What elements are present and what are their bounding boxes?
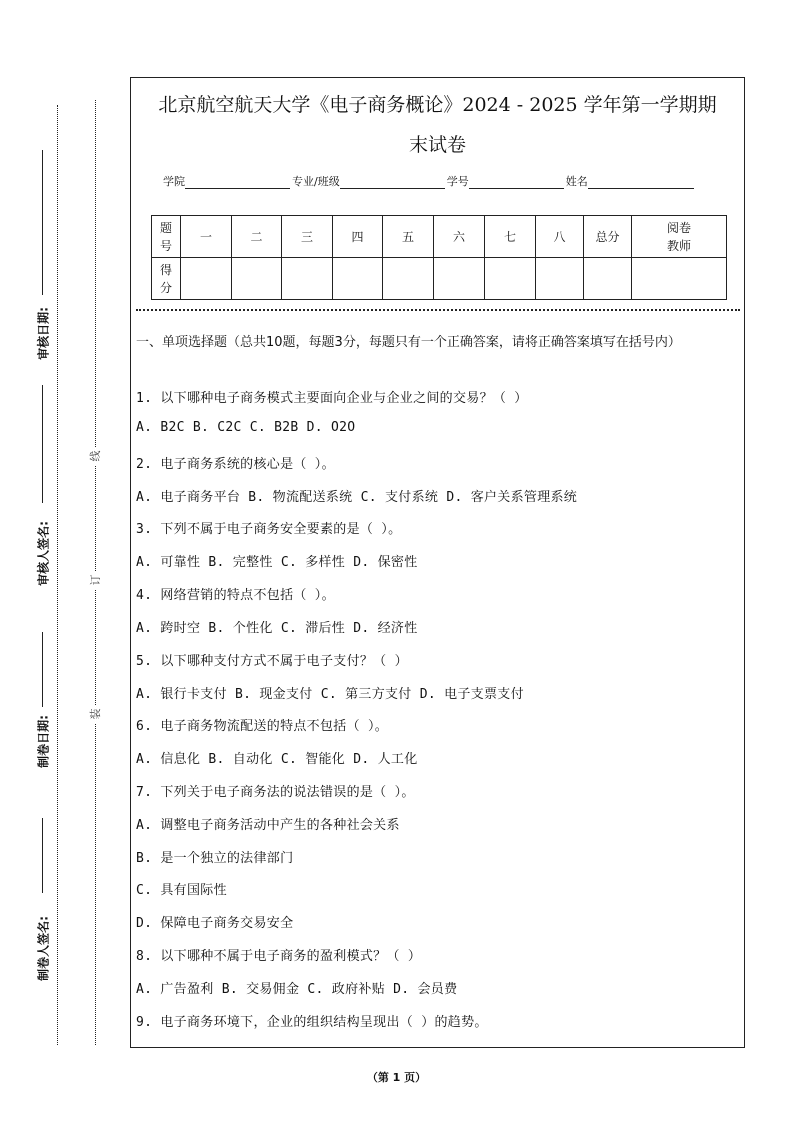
section-intro: 一、单项选择题（总共10题，每题3分，每题只有一个正确答案，请将正确答案填写在括号内） [136, 335, 681, 350]
option-line-7b: B. 是一个独立的法律部门 [136, 851, 294, 866]
score-cell-7[interactable] [485, 258, 536, 300]
page-number: （第 1 页） [366, 1071, 427, 1084]
option-line-3: A. 可靠性 B. 完整性 C. 多样性 D. 保密性 [136, 555, 418, 570]
student-info-row [163, 173, 696, 189]
score-cell-4[interactable] [333, 258, 383, 300]
student-id-blank[interactable] [469, 176, 564, 189]
maker-sign-label: 制卷人签名: [36, 916, 51, 981]
score-cell-5[interactable] [383, 258, 434, 300]
reviewer-sign-label: 审核人签名: [36, 521, 51, 586]
major-blank[interactable] [340, 176, 445, 189]
score-cell-reviewer[interactable] [632, 258, 727, 300]
column-6: 六 [434, 216, 485, 258]
score-cell-3[interactable] [282, 258, 333, 300]
question-line-4: 4. 网络营销的特点不包括（ ）。 [136, 588, 335, 603]
review-date-underline [42, 150, 43, 295]
school-label: 学院 [163, 175, 185, 188]
score-cell-1[interactable] [181, 258, 232, 300]
reviewer-label-b: 教师 [666, 238, 691, 253]
option-line-5: A. 银行卡支付 B. 现金支付 C. 第三方支付 D. 电子支票支付 [136, 687, 524, 702]
option-line-7d: D. 保障电子商务交易安全 [136, 916, 294, 931]
maker-sign-underline [42, 818, 43, 893]
column-1: 一 [181, 216, 232, 258]
name-blank[interactable] [588, 176, 694, 189]
score-cell-total[interactable] [584, 258, 632, 300]
column-total: 总分 [584, 216, 632, 258]
score-row-label [152, 258, 181, 300]
school-blank[interactable] [185, 176, 290, 189]
reviewer-label-a: 阅卷 [666, 220, 691, 235]
column-7: 七 [485, 216, 536, 258]
score-cell-6[interactable] [434, 258, 485, 300]
question-line-5: 5. 以下哪种支付方式不属于电子支付？（ ） [136, 654, 408, 669]
column-2: 二 [232, 216, 282, 258]
score-cell-8[interactable] [536, 258, 584, 300]
score-label-b: 分 [159, 280, 172, 295]
question-line-6: 6. 电子商务物流配送的特点不包括（ ）。 [136, 719, 389, 734]
question-label-b: 号 [159, 238, 172, 253]
name-label: 姓名 [565, 175, 588, 188]
question-line-2: 2. 电子商务系统的核心是（ ）。 [136, 457, 335, 472]
question-line-9: 9. 电子商务环境下，企业的组织结构呈现出（ ）的趋势。 [136, 1015, 488, 1030]
binding-fix-label: 装 [87, 705, 103, 723]
exam-title-line2: 末试卷 [408, 134, 466, 156]
question-line-7: 7. 下列关于电子商务法的说法错误的是（ ）。 [136, 785, 415, 800]
reviewer-sign-underline [42, 385, 43, 503]
option-line-8: A. 广告盈利 B. 交易佣金 C. 政府补贴 D. 会员费 [136, 982, 458, 997]
column-3: 三 [282, 216, 333, 258]
binding-line-label: 线 [87, 447, 103, 465]
question-line-3: 3. 下列不属于电子商务安全要素的是（ ）。 [136, 522, 402, 537]
option-line-7a: A. 调整电子商务活动中产生的各种社会关系 [136, 818, 400, 833]
binding-dotted-line-outer [57, 105, 58, 1045]
column-8: 八 [536, 216, 584, 258]
column-5: 五 [383, 216, 434, 258]
dotted-separator [136, 309, 740, 311]
score-label-a: 得 [159, 262, 172, 277]
make-date-label: 制卷日期: [36, 715, 51, 768]
question-line-1: 1. 以下哪种电子商务模式主要面向企业与企业之间的交易？（ ） [136, 391, 528, 406]
option-line-7c: C. 具有国际性 [136, 883, 227, 898]
major-label: 专业/班级 [292, 175, 340, 188]
question-line-8: 8. 以下哪种不属于电子商务的盈利模式？（ ） [136, 949, 422, 964]
score-table [151, 215, 727, 300]
option-line-4: A. 跨时空 B. 个性化 C. 滞后性 D. 经济性 [136, 621, 418, 636]
student-id-label: 学号 [446, 175, 469, 188]
option-line-2: A. 电子商务平台 B. 物流配送系统 C. 支付系统 D. 客户关系管理系统 [136, 490, 578, 505]
score-cell-2[interactable] [232, 258, 282, 300]
column-reviewer [632, 216, 727, 258]
exam-title-line1: 北京航空航天大学《电子商务概论》2024 - 2025 学年第一学期期 [158, 94, 717, 116]
review-date-label: 审核日期: [36, 307, 51, 360]
column-4: 四 [333, 216, 383, 258]
option-line-1: A. B2C B. C2C C. B2B D. O2O [136, 420, 356, 435]
make-date-underline [42, 632, 43, 707]
question-label-a: 题 [159, 220, 172, 235]
score-table-header-label [152, 216, 181, 258]
option-line-6: A. 信息化 B. 自动化 C. 智能化 D. 人工化 [136, 752, 418, 767]
binding-order-label: 订 [87, 571, 103, 589]
